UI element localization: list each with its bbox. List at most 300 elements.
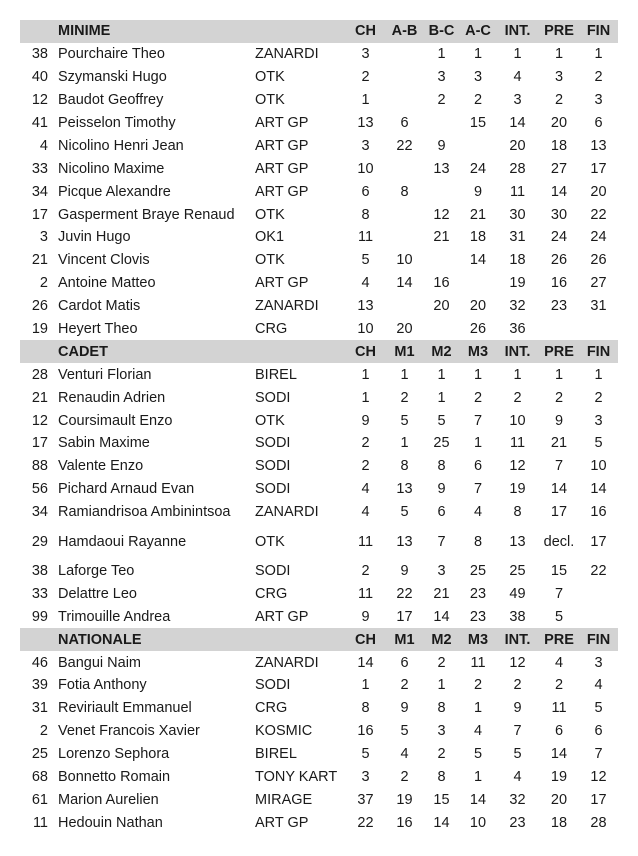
column-header: A-C [460, 20, 496, 43]
result-cell: 2 [473, 677, 483, 694]
team-name: ART GP [255, 814, 309, 831]
table-row [20, 363, 618, 386]
result-cell: 49 [509, 585, 526, 602]
result-cell: 11 [509, 435, 526, 452]
result-cell: 9 [437, 481, 446, 498]
driver-number: 29 [31, 533, 48, 550]
result-cell: 8 [361, 700, 370, 717]
result-cell: 1 [361, 92, 370, 109]
result-cell: 8 [437, 700, 446, 717]
driver-number: 56 [31, 481, 48, 498]
driver-number: 2 [39, 723, 48, 740]
table-row [20, 478, 618, 501]
result-cell: 3 [594, 654, 603, 671]
result-cell: 11 [551, 700, 567, 717]
result-cell: 11 [357, 585, 374, 602]
result-cell: 17 [590, 160, 607, 177]
table-row [20, 318, 618, 341]
result-cell: 5 [554, 608, 564, 625]
result-cell: 5 [400, 504, 409, 521]
driver-number: 38 [31, 46, 48, 63]
team-name: SODI [255, 677, 291, 694]
team-name: ZANARDI [255, 298, 319, 315]
result-cell [386, 226, 423, 249]
table-row [20, 524, 618, 560]
result-cell: 1 [513, 366, 522, 383]
result-cell: 1 [437, 366, 446, 383]
table-row [20, 43, 618, 66]
header-blank-cell [255, 20, 345, 43]
result-cell: 2 [400, 389, 409, 406]
result-cell: 14 [550, 481, 568, 498]
result-cell: 2 [437, 92, 446, 109]
team-name: KOSMIC [255, 723, 313, 740]
driver-number: 31 [31, 700, 48, 717]
result-cell: 6 [473, 458, 483, 475]
team-name: OTK [255, 533, 285, 550]
table-row [20, 811, 618, 834]
result-cell: 14 [509, 115, 526, 131]
result-cell: 36 [509, 321, 526, 338]
table-row [20, 651, 618, 674]
result-cell [386, 295, 423, 318]
driver-name: Valente Enzo [58, 458, 144, 475]
table-row [20, 89, 618, 112]
team-name: SODI [255, 458, 291, 475]
result-cell [539, 318, 579, 341]
results-sheet [20, 20, 618, 834]
result-cell: 1 [473, 700, 483, 717]
result-cell: 19 [509, 481, 526, 498]
column-header: INT. [496, 340, 539, 363]
result-cell: 1 [554, 46, 564, 63]
result-cell: 7 [554, 458, 564, 475]
result-cell: 21 [469, 206, 487, 223]
result-cell: 3 [437, 563, 446, 580]
result-cell: 2 [473, 389, 483, 406]
result-cell: 7 [473, 481, 483, 498]
result-cell: 1 [513, 46, 522, 63]
driver-name: Baudot Geoffrey [58, 92, 164, 109]
result-cell: 17 [550, 504, 568, 521]
result-cell: 1 [400, 435, 409, 452]
driver-name: Hamdaoui Rayanne [58, 533, 187, 550]
result-cell: 13 [357, 298, 374, 315]
column-header: M3 [460, 628, 496, 651]
result-cell: 2 [361, 69, 370, 86]
result-cell: 18 [509, 252, 526, 269]
result-cell [579, 582, 618, 605]
result-cell: 14 [550, 746, 568, 763]
result-cell: 37 [357, 791, 374, 808]
driver-number: 99 [31, 608, 48, 625]
team-name: TONY KART [255, 769, 338, 786]
result-cell: 7 [594, 746, 603, 763]
result-cell: 2 [400, 769, 409, 786]
result-cell [423, 249, 460, 272]
driver-number: 34 [31, 183, 48, 200]
result-cell: 12 [509, 458, 526, 475]
result-cell: 1 [554, 366, 564, 383]
column-header: PRE [539, 20, 579, 43]
driver-name: Antoine Matteo [58, 275, 156, 292]
result-cell: 3 [473, 69, 483, 86]
driver-number: 26 [31, 298, 48, 315]
result-cell: 4 [513, 769, 522, 786]
result-cell: 11 [470, 654, 486, 671]
table-row [20, 720, 618, 743]
result-cell: 1 [400, 366, 409, 383]
result-cell: 22 [357, 814, 374, 831]
driver-name: Venet Francois Xavier [58, 723, 200, 740]
result-cell: 17 [396, 608, 413, 625]
driver-number: 2 [39, 275, 48, 292]
result-cell: 5 [513, 746, 522, 763]
result-cell: 27 [590, 275, 607, 292]
table-row [20, 501, 618, 524]
driver-name: Heyert Theo [58, 321, 138, 338]
result-cell: 32 [509, 791, 526, 808]
column-header: FIN [579, 628, 618, 651]
result-cell: 23 [550, 298, 568, 315]
result-cell: 1 [361, 677, 370, 694]
result-cell: 14 [433, 814, 450, 831]
team-name: BIREL [255, 746, 297, 763]
team-name: OTK [255, 252, 285, 269]
result-cell: 10 [509, 412, 526, 429]
result-cell: 6 [400, 654, 409, 671]
result-cell: 1 [473, 46, 483, 63]
result-cell: 15 [433, 791, 450, 808]
driver-name: Trimouille Andrea [58, 608, 171, 625]
result-cell: 13 [396, 533, 413, 550]
result-cell: 25 [509, 563, 526, 580]
driver-number: 25 [31, 746, 48, 763]
result-cell: 8 [513, 504, 522, 521]
result-cell: 1 [361, 389, 370, 406]
table-row [20, 674, 618, 697]
result-cell: 25 [469, 563, 487, 580]
result-cell: 9 [437, 137, 446, 154]
team-name: SODI [255, 481, 291, 498]
result-cell: 13 [433, 160, 450, 177]
result-cell: 21 [433, 585, 450, 602]
result-cell: 21 [433, 229, 450, 246]
driver-name: Gasperment Braye Renaud [58, 206, 235, 223]
result-cell: 22 [396, 585, 413, 602]
result-cell: 20 [590, 183, 607, 200]
result-cell: 1 [437, 677, 446, 694]
team-name: ART GP [255, 115, 309, 131]
result-cell: 9 [361, 608, 370, 625]
driver-number: 4 [39, 137, 48, 154]
team-name: SODI [255, 435, 291, 452]
team-name: ZANARDI [255, 654, 319, 671]
table-row [20, 605, 618, 628]
result-cell: 26 [590, 252, 607, 269]
result-cell: 28 [509, 160, 526, 177]
team-name: ART GP [255, 137, 309, 154]
team-name: OK1 [255, 229, 285, 246]
result-cell: 8 [361, 206, 370, 223]
driver-number: 21 [31, 252, 48, 269]
team-name: ZANARDI [255, 46, 319, 63]
result-cell: 18 [550, 137, 568, 154]
result-cell: 14 [433, 608, 450, 625]
header-blank-cell [20, 20, 58, 43]
section-header-minime [20, 20, 618, 43]
team-name: ART GP [255, 608, 309, 625]
result-cell: 10 [590, 458, 607, 475]
driver-number: 46 [31, 654, 48, 671]
table-row [20, 66, 618, 89]
table-row [20, 432, 618, 455]
team-name: BIREL [255, 366, 297, 383]
driver-name: Reviriault Emmanuel [58, 700, 192, 717]
driver-number: 28 [31, 366, 48, 383]
result-cell: 10 [357, 160, 374, 177]
result-cell: 11 [357, 229, 374, 246]
driver-name: Renaudin Adrien [58, 389, 166, 406]
column-header: M3 [460, 340, 496, 363]
result-cell: 5 [437, 412, 446, 429]
header-blank-cell [20, 628, 58, 651]
result-cell: 22 [396, 137, 413, 154]
column-header: B-C [423, 20, 460, 43]
result-cell: 6 [437, 504, 446, 521]
result-cell: 16 [433, 275, 450, 292]
result-cell: 4 [473, 504, 483, 521]
section-header-nationale [20, 628, 618, 651]
team-name: CRG [255, 321, 288, 338]
driver-number: 68 [31, 769, 48, 786]
result-cell: decl. [543, 533, 575, 550]
driver-number: 33 [31, 585, 48, 602]
result-cell: 2 [554, 92, 564, 109]
table-row [20, 134, 618, 157]
result-cell: 5 [594, 700, 603, 717]
result-cell: 6 [400, 115, 409, 131]
driver-name: Nicolino Maxime [58, 160, 165, 177]
result-cell: 25 [433, 435, 450, 452]
result-cell: 27 [550, 160, 568, 177]
column-header: INT. [496, 20, 539, 43]
result-cell: 8 [437, 769, 446, 786]
results-table [20, 20, 618, 834]
result-cell [460, 272, 496, 295]
result-cell: 4 [473, 723, 483, 740]
result-cell: 2 [513, 677, 522, 694]
result-cell: 3 [437, 69, 446, 86]
result-cell: 3 [437, 723, 446, 740]
driver-number: 39 [31, 677, 48, 694]
result-cell: 8 [400, 183, 409, 200]
result-cell: 9 [554, 412, 564, 429]
result-cell: 1 [594, 46, 603, 63]
result-cell: 6 [361, 183, 370, 200]
driver-name: Bonnetto Romain [58, 769, 171, 786]
team-name: ART GP [255, 275, 309, 292]
result-cell [579, 318, 618, 341]
driver-name: Delattre Leo [58, 585, 137, 602]
driver-name: Venturi Florian [58, 366, 152, 383]
result-cell: 9 [400, 563, 409, 580]
result-cell: 30 [509, 206, 526, 223]
table-row [20, 697, 618, 720]
result-cell [423, 180, 460, 203]
column-header: CH [345, 20, 386, 43]
column-header: M1 [386, 628, 423, 651]
result-cell: 21 [550, 435, 568, 452]
driver-number: 41 [31, 115, 48, 131]
result-cell: 10 [396, 252, 413, 269]
result-cell: 14 [550, 183, 568, 200]
team-name: OTK [255, 69, 285, 86]
driver-number: 61 [31, 791, 48, 808]
result-cell: 3 [594, 92, 603, 109]
team-name: SODI [255, 389, 291, 406]
result-cell: 14 [357, 654, 374, 671]
result-cell: 20 [509, 137, 526, 154]
result-cell: 3 [594, 412, 603, 429]
table-row [20, 272, 618, 295]
result-cell: 10 [469, 814, 487, 831]
section-title: MINIME [58, 20, 255, 43]
result-cell: 2 [473, 92, 483, 109]
table-row [20, 409, 618, 432]
result-cell: 9 [400, 700, 409, 717]
driver-name: Vincent Clovis [58, 252, 150, 269]
result-cell: 31 [509, 229, 526, 246]
result-cell: 3 [361, 46, 370, 63]
result-cell: 4 [400, 746, 409, 763]
driver-name: Marion Aurelien [58, 791, 159, 808]
result-cell: 20 [396, 321, 413, 338]
result-cell: 14 [590, 481, 607, 498]
driver-number: 12 [31, 92, 48, 109]
result-cell: 15 [469, 115, 487, 131]
result-cell: 1 [473, 366, 483, 383]
result-cell: 9 [473, 183, 483, 200]
driver-name: Coursimault Enzo [58, 412, 173, 429]
result-cell: 3 [361, 137, 370, 154]
result-cell: 6 [594, 723, 603, 740]
result-cell: 6 [594, 115, 603, 131]
table-row [20, 157, 618, 180]
team-name: CRG [255, 700, 288, 717]
result-cell: 5 [473, 746, 483, 763]
driver-name: Nicolino Henri Jean [58, 137, 184, 154]
result-cell: 2 [437, 654, 446, 671]
result-cell [386, 43, 423, 66]
result-cell: 1 [473, 435, 483, 452]
driver-number: 19 [31, 321, 48, 338]
team-name: ZANARDI [255, 504, 319, 521]
result-cell: 12 [590, 769, 607, 786]
result-cell: 38 [509, 608, 526, 625]
result-cell: 14 [396, 275, 413, 292]
result-cell: 2 [361, 458, 370, 475]
team-name: SODI [255, 563, 291, 580]
result-cell: 13 [590, 137, 607, 154]
column-header: A-B [386, 20, 423, 43]
table-row [20, 295, 618, 318]
column-header: M2 [423, 340, 460, 363]
result-cell: 19 [509, 275, 526, 292]
result-cell: 18 [550, 814, 568, 831]
table-row [20, 386, 618, 409]
driver-number: 3 [39, 229, 48, 246]
team-name: MIRAGE [255, 791, 313, 808]
result-cell: 3 [513, 92, 522, 109]
result-cell: 22 [590, 206, 607, 223]
driver-name: Juvin Hugo [58, 229, 131, 246]
result-cell: 12 [433, 206, 450, 223]
result-cell: 23 [469, 585, 487, 602]
result-cell: 19 [550, 769, 568, 786]
result-cell: 13 [357, 115, 374, 131]
table-row [20, 112, 618, 135]
driver-number: 11 [32, 814, 48, 831]
result-cell: 1 [437, 389, 446, 406]
result-cell: 15 [550, 563, 568, 580]
column-header: PRE [539, 628, 579, 651]
driver-number: 12 [31, 412, 48, 429]
result-cell: 14 [469, 252, 487, 269]
result-cell: 4 [513, 69, 522, 86]
result-cell [423, 112, 460, 135]
result-cell: 28 [590, 814, 607, 831]
driver-number: 17 [31, 435, 48, 452]
driver-number: 33 [31, 160, 48, 177]
result-cell: 2 [554, 389, 564, 406]
result-cell: 17 [590, 533, 607, 550]
table-row [20, 560, 618, 583]
result-cell: 2 [361, 563, 370, 580]
column-header: M1 [386, 340, 423, 363]
result-cell: 19 [396, 791, 413, 808]
result-cell: 7 [554, 585, 564, 602]
result-cell: 2 [594, 389, 603, 406]
section-title: CADET [58, 340, 255, 363]
column-header: CH [345, 628, 386, 651]
result-cell [386, 89, 423, 112]
driver-name: Cardot Matis [58, 298, 141, 315]
result-cell: 26 [550, 252, 568, 269]
driver-number: 40 [31, 69, 48, 86]
table-row [20, 743, 618, 766]
team-name: ART GP [255, 183, 309, 200]
table-row [20, 766, 618, 789]
result-cell: 6 [554, 723, 564, 740]
driver-number: 34 [31, 504, 48, 521]
driver-name: Szymanski Hugo [58, 69, 167, 86]
result-cell: 4 [361, 275, 370, 292]
table-row [20, 582, 618, 605]
result-cell: 9 [513, 700, 522, 717]
result-cell [386, 203, 423, 226]
result-cell: 10 [357, 321, 374, 338]
driver-name: Laforge Teo [58, 563, 135, 580]
driver-number: 88 [31, 458, 48, 475]
result-cell: 4 [554, 654, 564, 671]
result-cell: 24 [469, 160, 487, 177]
driver-name: Ramiandrisoa Ambinintsoa [58, 504, 231, 521]
result-cell: 3 [361, 769, 370, 786]
column-header: FIN [579, 20, 618, 43]
driver-name: Pourchaire Theo [58, 46, 165, 63]
table-row [20, 789, 618, 812]
